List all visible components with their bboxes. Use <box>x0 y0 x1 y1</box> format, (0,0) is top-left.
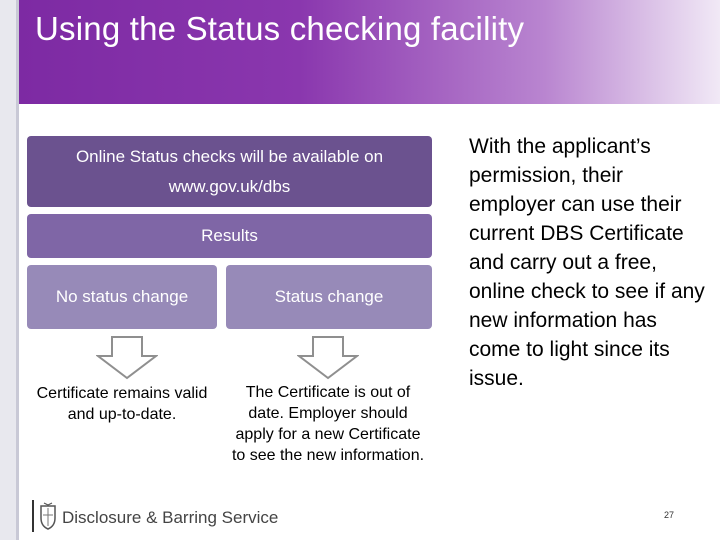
logo-divider <box>32 500 34 532</box>
online-status-box: Online Status checks will be available on www.gov.uk/dbs <box>27 136 432 207</box>
results-box: Results <box>27 214 432 258</box>
logo-text: Disclosure & Barring Service <box>62 508 279 527</box>
slide-title: Using the Status checking facility <box>35 10 525 47</box>
down-arrow-icon <box>96 336 158 380</box>
dbs-logo <box>32 500 282 534</box>
down-arrow-icon <box>297 336 359 380</box>
no-change-outcome-text: Certificate remains valid and up-to-date. <box>36 385 208 423</box>
left-margin-strip <box>0 0 16 540</box>
page-number: 27 <box>664 510 675 520</box>
status-change-box: Status change <box>226 265 432 329</box>
change-outcome-text: The Certificate is out of date. Employer should apply for a new Certificate to see the new information. <box>231 384 425 464</box>
side-description: With the applicant’s permission, their employer can use their current DBS Certificate and carry out a free, online check to see if any new information has come to light since its issue. <box>469 135 705 390</box>
no-status-change-box: No status change <box>27 265 217 329</box>
crest-icon <box>38 502 58 530</box>
